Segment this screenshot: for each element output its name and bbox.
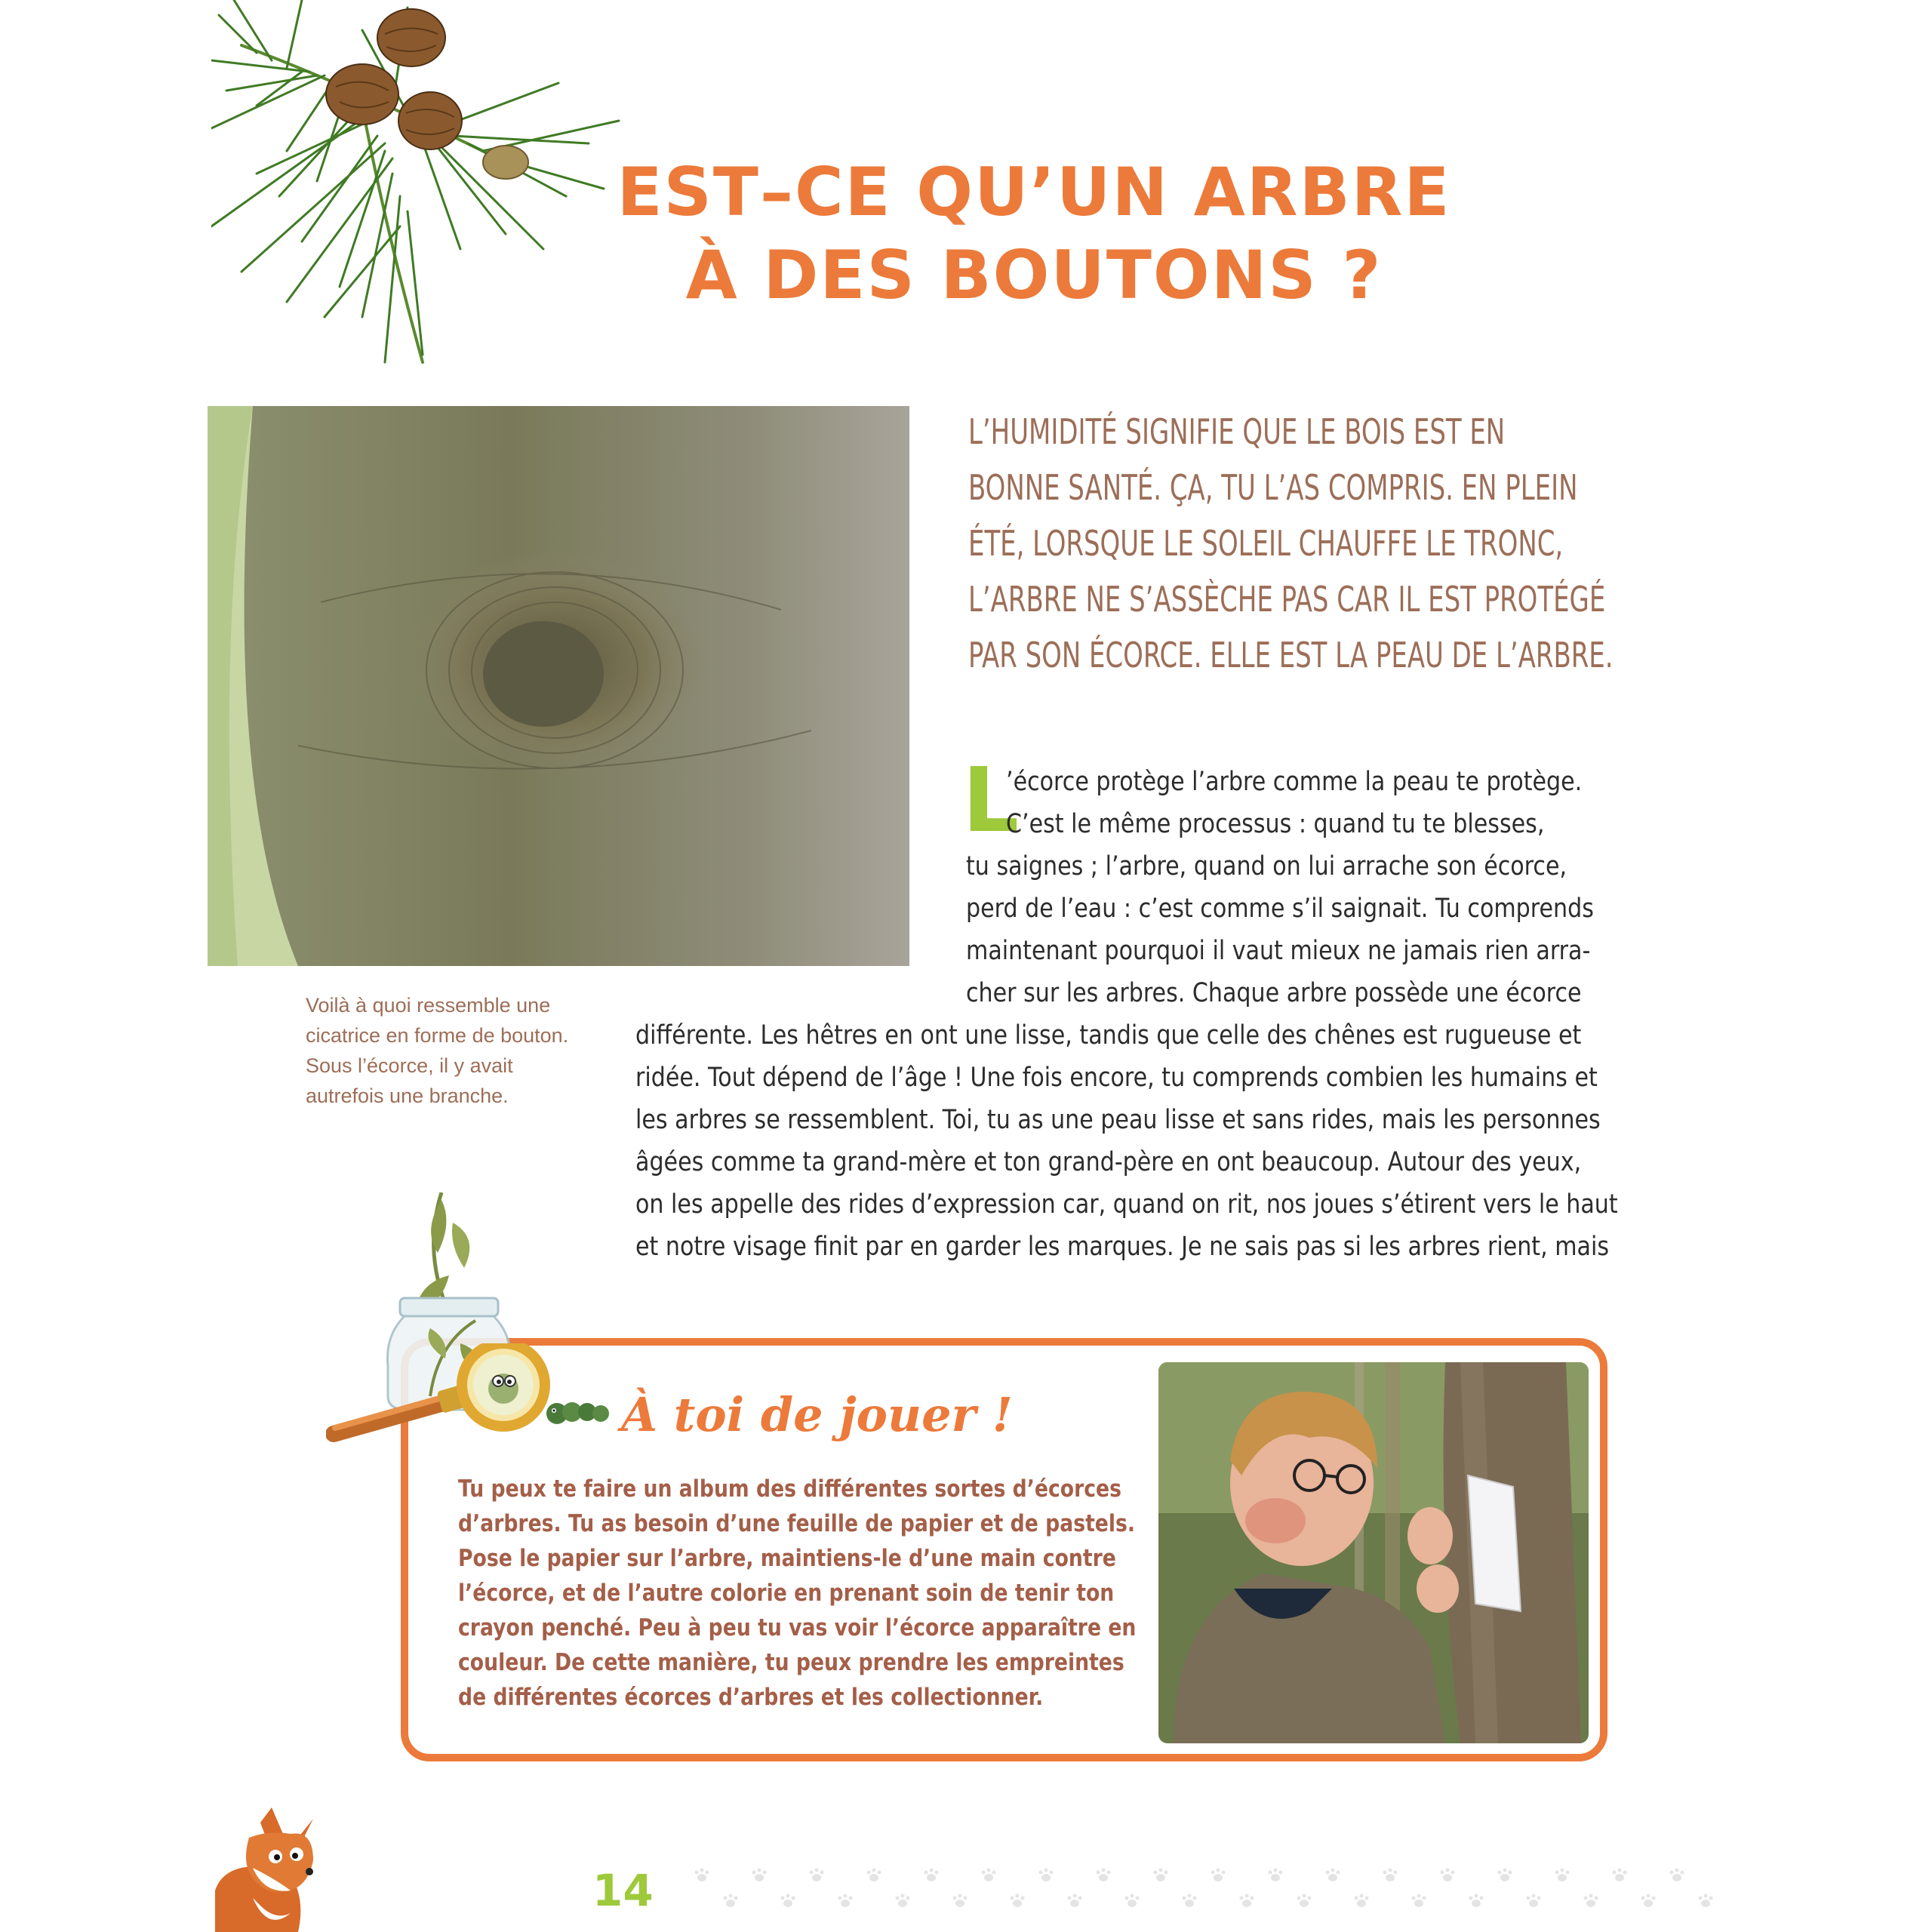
activity-line: d’arbres. Tu as besoin d’une feuille de papier et de pastels. <box>458 1510 1136 1537</box>
intro-line: L’HUMIDITÉ SIGNIFIE QUE LE BOIS EST EN <box>968 411 1506 452</box>
intro-line: PAR SON ÉCORCE. ELLE EST LA PEAU DE L’ARBRE. <box>968 635 1614 675</box>
title-line-2: À DES BOUTONS ? <box>685 236 1383 314</box>
activity-line: l’écorce, et de l’autre colorie en prenant soin de tenir ton <box>458 1580 1115 1607</box>
activity-line: de différentes écorces d’arbres et les collectionner. <box>458 1684 1044 1711</box>
activity-line: crayon penché. Peu à peu tu vas voir l’écorce apparaître en <box>458 1614 1137 1641</box>
magnifier-icon <box>326 1343 560 1449</box>
body-line: âgées comme ta grand-mère et ton grand-père en ont beaucoup. Autour des yeux, <box>635 1147 1582 1177</box>
intro-line: L’ARBRE NE S’ASSÈCHE PAS CAR IL EST PROTÉGÉ <box>968 579 1606 620</box>
drop-cap: L <box>962 748 1020 852</box>
caterpillar-icon <box>543 1392 611 1430</box>
fox-icon <box>208 1807 321 1932</box>
intro-text <box>968 404 1649 683</box>
activity-line: couleur. De cette manière, tu peux prendre les empreintes <box>458 1649 1124 1676</box>
activity-line: Pose le papier sur l’arbre, maintiens-le d’une main contre <box>458 1545 1116 1572</box>
body-line: et notre visage finit par en garder les marques. Je ne sais pas si les arbres rient, mais <box>635 1232 1610 1262</box>
paw-prints-icon <box>694 1857 1751 1932</box>
activity-title: À toi de jouer ! <box>621 1387 1013 1442</box>
intro-line: BONNE SANTÉ. ÇA, TU L’AS COMPRIS. EN PLEIN <box>968 467 1578 508</box>
photo-caption <box>306 990 623 1111</box>
page-number: 14 <box>592 1865 654 1916</box>
caption-line: autrefois une branche. <box>306 1084 509 1107</box>
bark-knot-photo <box>208 406 909 966</box>
body-line: les arbres se ressemblent. Toi, tu as une peau lisse et sans rides, mais les personnes <box>635 1105 1601 1135</box>
body-line: ’écorce protège l’arbre comme la peau te protège. <box>1006 767 1583 797</box>
activity-line: Tu peux te faire un album des différentes sortes d’écorces <box>458 1475 1122 1503</box>
caption-line: Sous l’écorce, il y avait <box>306 1054 513 1077</box>
child-bark-rubbing-photo <box>1158 1362 1589 1743</box>
body-line: perd de l’eau : c’est comme s’il saignait. Tu comprends <box>966 894 1594 924</box>
title-line-1: EST–CE QU’UN ARBRE <box>617 153 1451 231</box>
body-line: C’est le même processus : quand tu te blesses, <box>1006 809 1545 839</box>
body-line: tu saignes ; l’arbre, quand on lui arrache son écorce, <box>966 851 1567 881</box>
pine-branch-icon <box>211 0 634 377</box>
body-line: cher sur les arbres. Chaque arbre possède une écorce <box>966 978 1582 1008</box>
page-title <box>589 151 1479 317</box>
body-line: on les appelle des rides d’expression car, quand on rit, nos joues s’étirent vers le haut <box>635 1189 1618 1220</box>
caption-line: cicatrice en forme de bouton. <box>306 1024 569 1047</box>
intro-line: ÉTÉ, LORSQUE LE SOLEIL CHAUFFE LE TRONC, <box>968 523 1564 564</box>
caption-line: Voilà à quoi ressemble une <box>306 994 551 1017</box>
body-line: ridée. Tout dépend de l’âge ! Une fois encore, tu comprends combien les humains et <box>635 1063 1598 1093</box>
body-line: maintenant pourquoi il vaut mieux ne jamais rien arra- <box>966 936 1591 966</box>
body-line: différente. Les hêtres en ont une lisse, tandis que celle des chênes est rugueuse et <box>635 1020 1582 1051</box>
